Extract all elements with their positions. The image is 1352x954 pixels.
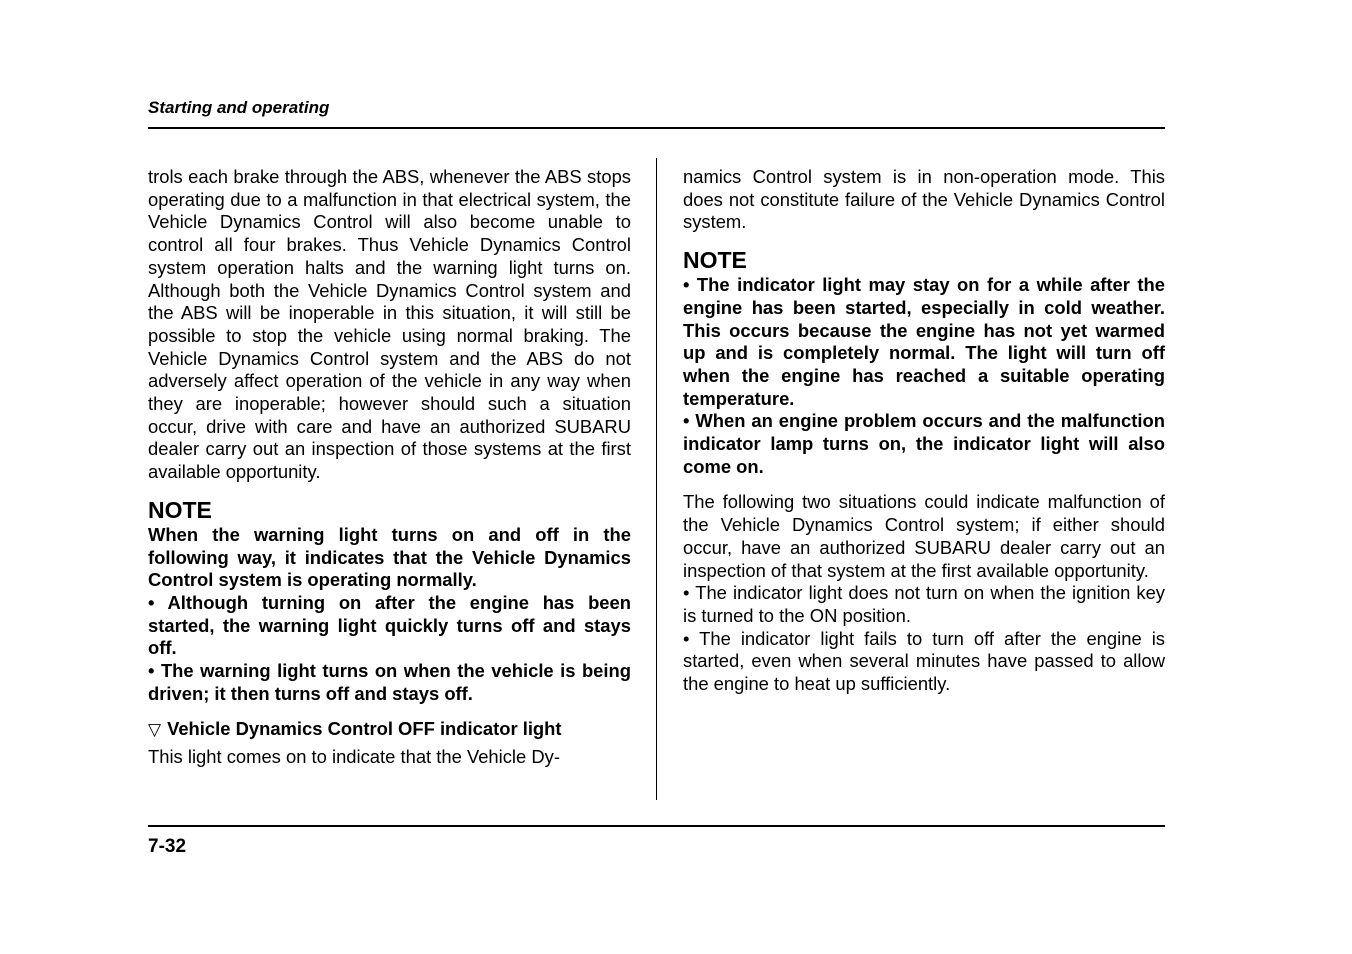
- bullet-icon: •: [148, 660, 155, 682]
- bullet-icon: •: [683, 410, 690, 432]
- bullet-icon: •: [683, 274, 690, 296]
- left-column: [148, 166, 631, 769]
- bullet-icon: •: [148, 591, 155, 613]
- triangle-down-icon: ▽: [148, 720, 162, 740]
- continuation-paragraph: namics Control system is in non-operation mode. This does not constitute failure of the Vehicle Dynamics Control system.: [683, 166, 1165, 233]
- list-item-text: The indicator light does not turn on when the ignition key is turned to the ON position.: [683, 582, 1166, 626]
- list-item-text: The indicator light fails to turn off after the engine is started, even when several minutes have passed to allow the engine to heat up sufficiently.: [683, 627, 1165, 695]
- note-heading: NOTE: [148, 496, 212, 523]
- note-bullet: [683, 274, 1165, 410]
- bullet-icon: •: [683, 582, 690, 604]
- intro-paragraph: trols each brake through the ABS, whenever the ABS stops operating due to a malfunction in that electrical system, the Vehicle Dynamics Control will also become unable to control all four brakes. Thus Vehicle Dynamics Control system operation halts and the warning light turns on. Although both the Vehicle Dynamics Control system and the ABS will be inoperable in this situation, it will still be possible to stop the vehicle using normal braking. The Vehicle Dynamics Control system and the ABS do not adversely affect operation of the vehicle in any way when they are inoperable; however should such a situation occur, drive with care and have an authorized SUBARU dealer carry out an inspection of those systems at the first available opportunity.: [148, 166, 631, 483]
- closing-paragraph: This light comes on to indicate that the Vehicle Dy-: [148, 746, 560, 768]
- note-box-right: [683, 247, 1165, 478]
- note-lead: When the warning light turns on and off in the following way, it indicates that the Vehicle Dynamics Control system is operating normally.: [148, 523, 631, 591]
- note-bullet: [683, 410, 1165, 478]
- malfunction-paragraph: The following two situations could indicate malfunction of the Vehicle Dynamics Control system; if either should occur, have an authorized SUBARU dealer carry out an inspection of that system at the first available opportunity.: [683, 491, 1165, 581]
- note-bullet-text: Although turning on after the engine has been started, the warning light quickly turns off and stays off.: [148, 591, 631, 659]
- bullet-icon: •: [683, 627, 690, 649]
- note-bullet-text: The warning light turns on when the vehicle is being driven; it then turns off and stays off.: [148, 660, 631, 704]
- note-bullet-text: The indicator light may stay on for a while after the engine has been started, especially in cold weather. This occurs because the engine has not yet warmed up and is completely normal. The light will turn off when the engine has reached a suitable operating temperature.: [683, 274, 1165, 409]
- note-box-left: [148, 497, 631, 706]
- list-item: [683, 628, 1165, 696]
- note-bullet: [148, 592, 631, 660]
- footer-rule: [148, 825, 1165, 827]
- page-number: 7-32: [148, 836, 187, 857]
- list-item: [683, 582, 1165, 627]
- note-bullet-text: When an engine problem occurs and the malfunction indicator lamp turns on, the indicator light will also come on.: [683, 410, 1165, 477]
- column-divider: [656, 158, 657, 800]
- subheading-text: Vehicle Dynamics Control OFF indicator light: [167, 718, 562, 740]
- note-bullet: [148, 660, 631, 705]
- note-heading: NOTE: [683, 247, 747, 274]
- right-column: [683, 166, 1165, 696]
- section-subheading: [148, 718, 631, 742]
- header-rule: [148, 127, 1165, 129]
- running-header: Starting and operating: [148, 98, 330, 117]
